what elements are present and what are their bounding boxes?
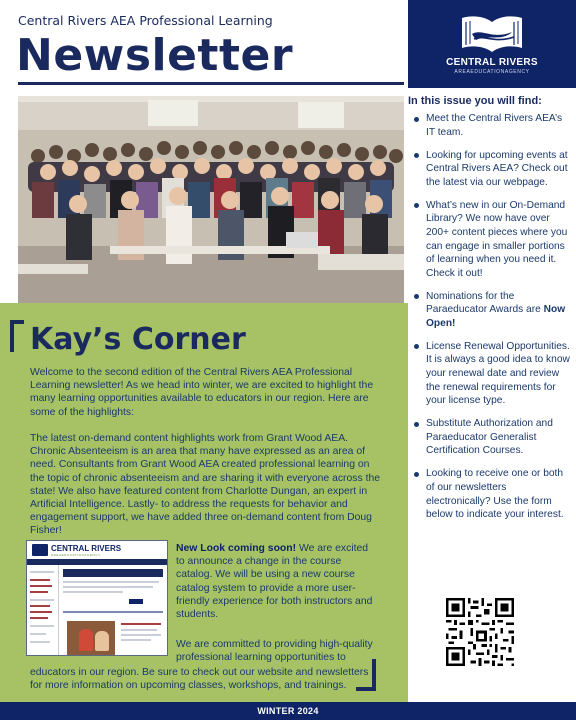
screenshot-button <box>129 599 143 604</box>
screenshot-brand-sub: AREAEDUCATIONAGENCY <box>51 553 101 557</box>
new-look-text: We are excited to announce a change in the course catalog. We will be using a new course catalog system to provide a more user-friendly experience for both instructors and students. <box>176 543 373 621</box>
list-item: Nominations for the Paraeducator Awards are Now Open! <box>408 290 572 331</box>
kays-corner-paragraph: educators in our region. Be sure to check out our website and newsletters for more information on upcoming classes, workshops, and trainings. <box>30 667 369 692</box>
now-open-label: Now Open! <box>426 304 566 329</box>
screenshot-logo-mark <box>32 544 48 556</box>
group-photo-illustration <box>18 96 404 308</box>
bullet-icon <box>414 344 419 349</box>
issue-list <box>408 112 572 531</box>
course-catalog-screenshot <box>26 540 168 656</box>
list-item: Looking for upcoming events at Central Rivers AEA? Check out the latest via our webpage. <box>408 149 572 190</box>
bullet-icon <box>414 472 419 477</box>
qr-code-icon[interactable] <box>446 598 514 666</box>
bullet-icon <box>414 294 419 299</box>
list-item: License Renewal Opportunities. It is always a good idea to know your renewal date and review the renewal requirements for your license type. <box>408 340 572 408</box>
newsletter-title: Newsletter <box>16 30 294 81</box>
bullet-icon <box>414 422 419 427</box>
kays-corner-panel <box>0 303 408 703</box>
kays-corner-paragraph: The latest on-demand content highlights work from Grant Wood AEA. Chronic Absenteeism is an area that many have expressed as an area of need. Consultants from Grant Wood AEA created professional learning on the topic of chronic absenteeism and are sharing it with everyone across the state! We also have featured content from Charlotte Dungan, an expert in Artificial Intelligence. Lastly- to address the requests for behavior and engagement support, we have added three on-demand content from Doug Fisher! <box>30 433 381 537</box>
list-item: Meet the Central Rivers AEA’s IT team. <box>408 112 572 139</box>
logo-name: CENTRAL RIVERS <box>446 57 538 68</box>
screenshot-main <box>59 565 167 656</box>
corner-bracket-top-left <box>10 320 24 352</box>
kays-corner-paragraph: We are committed to providing high-quality professional learning opportunities to <box>176 639 373 664</box>
kays-corner-title: Kay’s Corner <box>30 322 246 357</box>
header-rule <box>18 82 404 85</box>
group-photo <box>18 96 404 308</box>
bullet-icon <box>414 203 419 208</box>
in-this-issue-title: In this issue you will find: <box>408 95 542 107</box>
footer-season: WINTER 2024 <box>257 706 319 716</box>
org-line: Central Rivers AEA Professional Learning <box>18 13 273 28</box>
screenshot-photo <box>67 621 115 656</box>
corner-bracket-bottom-right <box>356 659 376 691</box>
bullet-icon <box>414 117 419 122</box>
footer-bar <box>0 702 576 720</box>
screenshot-title-bar <box>63 569 163 577</box>
new-look-lead: New Look coming soon! <box>176 543 297 554</box>
logo-subtitle: AREAEDUCATIONAGENCY <box>454 69 530 75</box>
new-look-paragraph <box>176 542 374 621</box>
masthead <box>0 0 408 90</box>
list-item: What’s new in our On-Demand Library? We now have over 200+ content pieces where you can engage in smaller portions of learning when you need it. Check it out! <box>408 199 572 281</box>
kays-corner-paragraph: Welcome to the second edition of the Central Rivers AEA Professional Learning newsletter! As we head into winter, we are excited to highlight the many learning opportunities available to educators in our region. Here are some of the highlights: <box>30 367 374 418</box>
logo-box <box>408 0 576 88</box>
list-item: Looking to receive one or both of our newsletters electronically? Use the form below to indicate your interest. <box>408 467 572 521</box>
open-book-icon <box>458 12 526 54</box>
screenshot-sidebar <box>27 565 59 656</box>
screenshot-brand: CENTRAL RIVERS <box>51 544 122 553</box>
screenshot-header <box>27 541 167 559</box>
list-item: Substitute Authorization and Paraeducator Generalist Certification Courses. <box>408 417 572 458</box>
bullet-icon <box>414 153 419 158</box>
